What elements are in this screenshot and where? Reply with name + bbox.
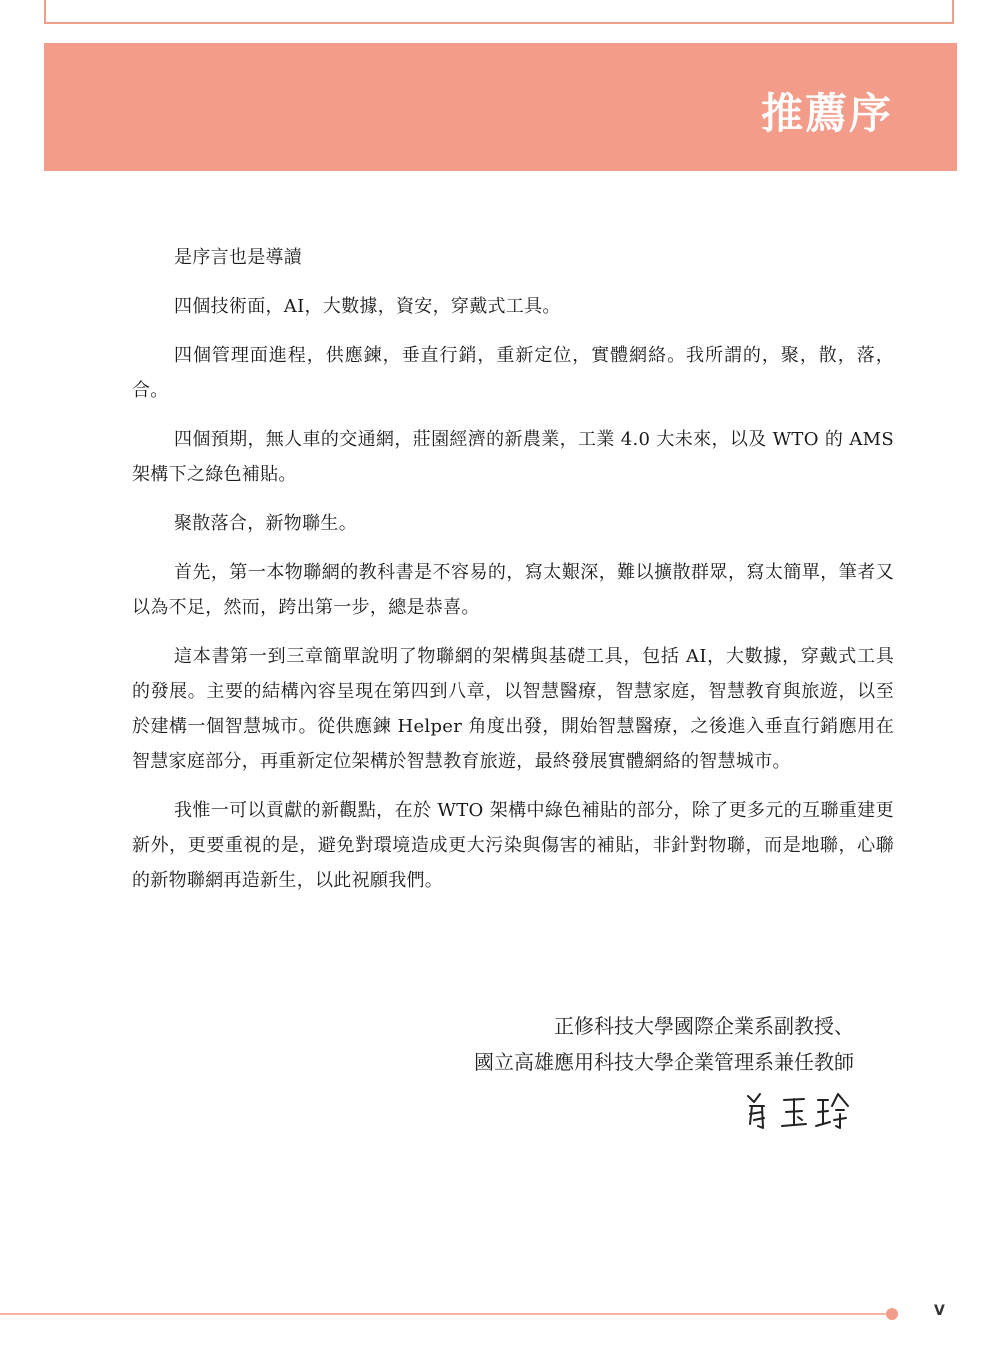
paragraph: 這本書第一到三章簡單說明了物聯網的架構與基礎工具，包括 AI，大數據，穿戴式工具的發展。主要的結構內容呈現在第四到八章，以智慧醫療，智慧家庭，智慧教育與旅遊，以至於建構一個智慧城市。從供應鍊 Helper 角度出發，開始智慧醫療，之後進入垂直行銷應用在智慧家庭部分，再重新定位架構於智慧教育旅遊，最終發展實體網絡的智慧城市。 (132, 646, 894, 772)
footer-rule (0, 1313, 890, 1315)
title-banner (44, 43, 957, 171)
preface-body (132, 240, 894, 912)
paragraph: 是序言也是導讀 (174, 247, 303, 268)
paragraph: 我惟一可以貢獻的新觀點，在於 WTO 架構中綠色補貼的部分，除了更多元的互聯重建更新外，更要重視的是，避免對環境造成更大污染與傷害的補貼，非針對物聯，而是地聯，心聯的新物聯網再造新生，以此祝願我們。 (132, 800, 894, 891)
handwritten-signature (742, 1090, 852, 1134)
footer-dot (886, 1308, 898, 1320)
author-title-line-1: 正修科技大學國際企業系副教授、 (554, 1014, 854, 1038)
page-title: 推薦序 (760, 89, 893, 138)
author-title-line-2: 國立高雄應用科技大學企業管理系兼任教師 (474, 1050, 854, 1074)
paragraph: 四個管理面進程，供應鍊，垂直行銷，重新定位，實體網絡。我所謂的，聚，散，落，合。 (132, 345, 894, 401)
page-number: V (934, 1303, 945, 1319)
top-frame-border (44, 0, 954, 24)
author-affiliation (474, 1008, 854, 1080)
paragraph: 首先，第一本物聯網的教科書是不容易的，寫太艱深，難以擴散群眾，寫太簡單，筆者又以為不足，然而，跨出第一步，總是恭喜。 (132, 562, 894, 618)
paragraph: 四個技術面，AI，大數據，資安，穿戴式工具。 (174, 296, 561, 317)
paragraph: 聚散落合，新物聯生。 (174, 513, 357, 534)
paragraph: 四個預期，無人車的交通網，莊園經濟的新農業，工業 4.0 大未來，以及 WTO 的 AMS 架構下之綠色補貼。 (132, 429, 894, 485)
